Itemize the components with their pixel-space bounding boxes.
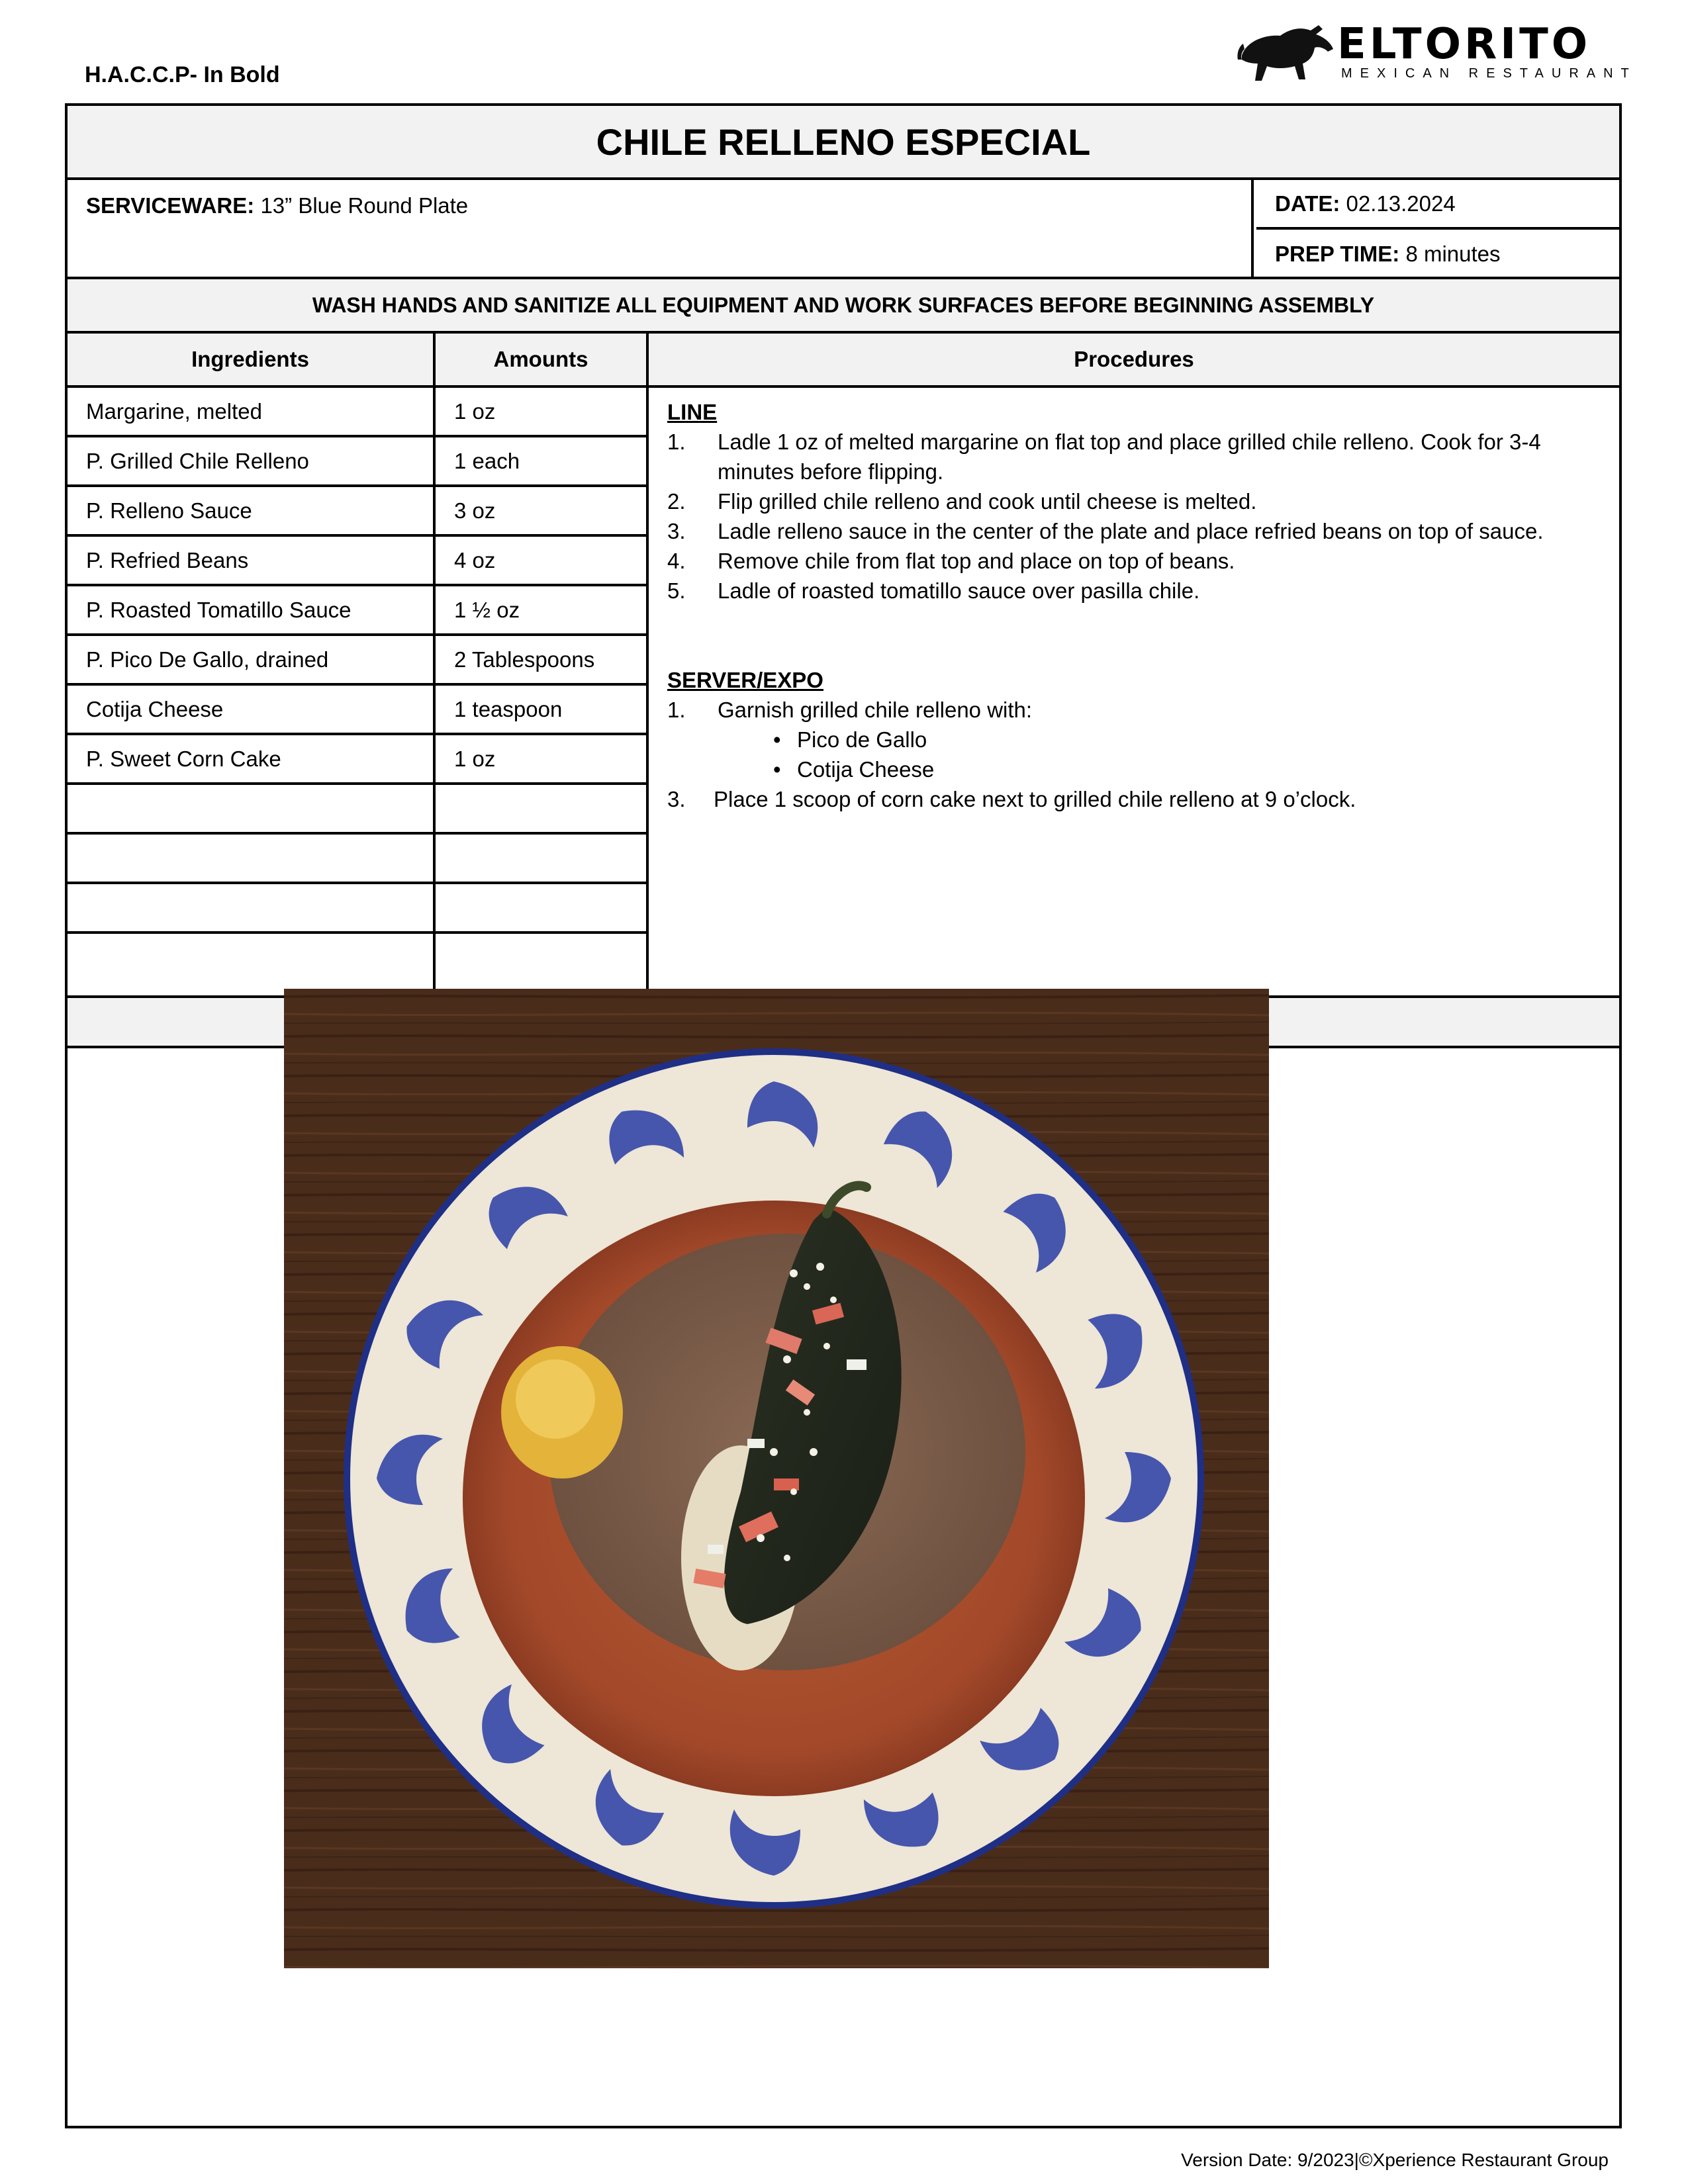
ingredient-cell: P. Sweet Corn Cake	[68, 735, 433, 785]
step-text: Ladle 1 oz of melted margarine on flat top and place grilled chile relleno. Cook for 3-4 minutes before flipping.	[718, 430, 1541, 484]
step-number: 3.	[667, 519, 686, 543]
ingredient-cell	[68, 785, 433, 835]
prep-time-value: 8 minutes	[1405, 241, 1501, 266]
amount-cell	[436, 884, 646, 934]
procedures-column	[649, 334, 1619, 995]
step-text: Ladle of roasted tomatillo sauce over pasilla chile.	[718, 578, 1200, 603]
amount-cell: 4 oz	[436, 537, 646, 586]
step-number: 2.	[667, 489, 686, 514]
step-text: Remove chile from flat top and place on top of beans.	[718, 549, 1235, 573]
recipe-table	[68, 334, 1619, 995]
recipe-title-text: CHILE RELLENO ESPECIAL	[596, 120, 1091, 163]
line-section-title: LINE	[667, 400, 718, 424]
garnish-item: • Cotija Cheese	[667, 754, 1601, 784]
amount-cell: 1 ½ oz	[436, 586, 646, 636]
amount-cell: 1 each	[436, 437, 646, 487]
wash-notice-text: WASH HANDS AND SANITIZE ALL EQUIPMENT AND WORK SURFACES BEFORE BEGINNING ASSEMBLY	[312, 293, 1375, 317]
procedures-header: Procedures	[649, 334, 1619, 388]
ingredients-header: Ingredients	[68, 334, 433, 388]
line-step	[667, 427, 1601, 486]
ingredient-cell: Cotija Cheese	[68, 686, 433, 735]
serviceware-row	[68, 180, 1619, 279]
amount-cell: 1 oz	[436, 735, 646, 785]
ingredient-cell	[68, 884, 433, 934]
bull-icon	[1237, 23, 1336, 83]
step-text: Flip grilled chile relleno and cook until cheese is melted.	[718, 489, 1257, 514]
haccp-note: H.A.C.C.P- In Bold	[85, 62, 280, 87]
amount-cell	[436, 835, 646, 884]
prep-time-label: PREP TIME:	[1275, 241, 1400, 266]
amount-cell	[436, 785, 646, 835]
date-cell	[1256, 180, 1619, 230]
corn-cake-highlight	[516, 1359, 595, 1439]
step-number: 5.	[667, 578, 686, 603]
amounts-column	[436, 334, 649, 995]
ingredient-cell	[68, 835, 433, 884]
amount-cell: 2 Tablespoons	[436, 636, 646, 686]
line-step	[667, 546, 1601, 576]
brand-tagline: MEXICAN RESTAURANT	[1341, 66, 1637, 81]
dish-photo	[284, 989, 1269, 1968]
step-number: 3.	[667, 787, 686, 811]
ingredient-cell: P. Refried Beans	[68, 537, 433, 586]
serviceware-cell	[68, 180, 1254, 277]
ingredient-cell: P. Pico De Gallo, drained	[68, 636, 433, 686]
recipe-title	[68, 106, 1619, 180]
date-prep-cells	[1256, 180, 1619, 277]
line-step	[667, 516, 1601, 546]
amount-cell: 3 oz	[436, 487, 646, 537]
date-value: 02.13.2024	[1346, 191, 1456, 216]
garnish-item: • Pico de Gallo	[667, 725, 1601, 754]
ingredients-column	[68, 334, 436, 995]
serviceware-value: 13” Blue Round Plate	[260, 193, 469, 218]
version-footer: Version Date: 9/2023|©Xperience Restaurant Group	[1181, 2150, 1609, 2170]
prep-time-cell	[1256, 230, 1619, 278]
server-section-title: SERVER/EXPO	[667, 668, 823, 692]
step-text: Ladle relleno sauce in the center of the plate and place refried beans on top of sauce.	[718, 519, 1544, 543]
amount-cell: 1 oz	[436, 388, 646, 437]
step-text: Garnish grilled chile relleno with:	[718, 698, 1033, 722]
server-step	[667, 784, 1601, 814]
date-label: DATE:	[1275, 191, 1340, 216]
ingredient-cell: P. Roasted Tomatillo Sauce	[68, 586, 433, 636]
line-step	[667, 486, 1601, 516]
ingredient-cell: P. Relleno Sauce	[68, 487, 433, 537]
server-step	[667, 695, 1601, 725]
ingredient-cell: P. Grilled Chile Relleno	[68, 437, 433, 487]
procedures-body	[649, 388, 1619, 814]
step-number: 1.	[667, 698, 686, 722]
step-number: 1.	[667, 430, 686, 454]
ingredient-cell	[68, 934, 433, 983]
brand-name: ELTORITO	[1337, 20, 1591, 69]
step-number: 4.	[667, 549, 686, 573]
brand-logo	[1237, 20, 1637, 86]
serviceware-label: SERVICEWARE:	[86, 193, 255, 218]
wash-notice	[68, 279, 1619, 334]
line-step	[667, 576, 1601, 606]
amount-cell: 1 teaspoon	[436, 686, 646, 735]
amounts-header: Amounts	[436, 334, 646, 388]
ingredient-cell: Margarine, melted	[68, 388, 433, 437]
step-text: Place 1 scoop of corn cake next to grilled chile relleno at 9 o’clock.	[714, 787, 1356, 811]
amount-cell	[436, 934, 646, 983]
